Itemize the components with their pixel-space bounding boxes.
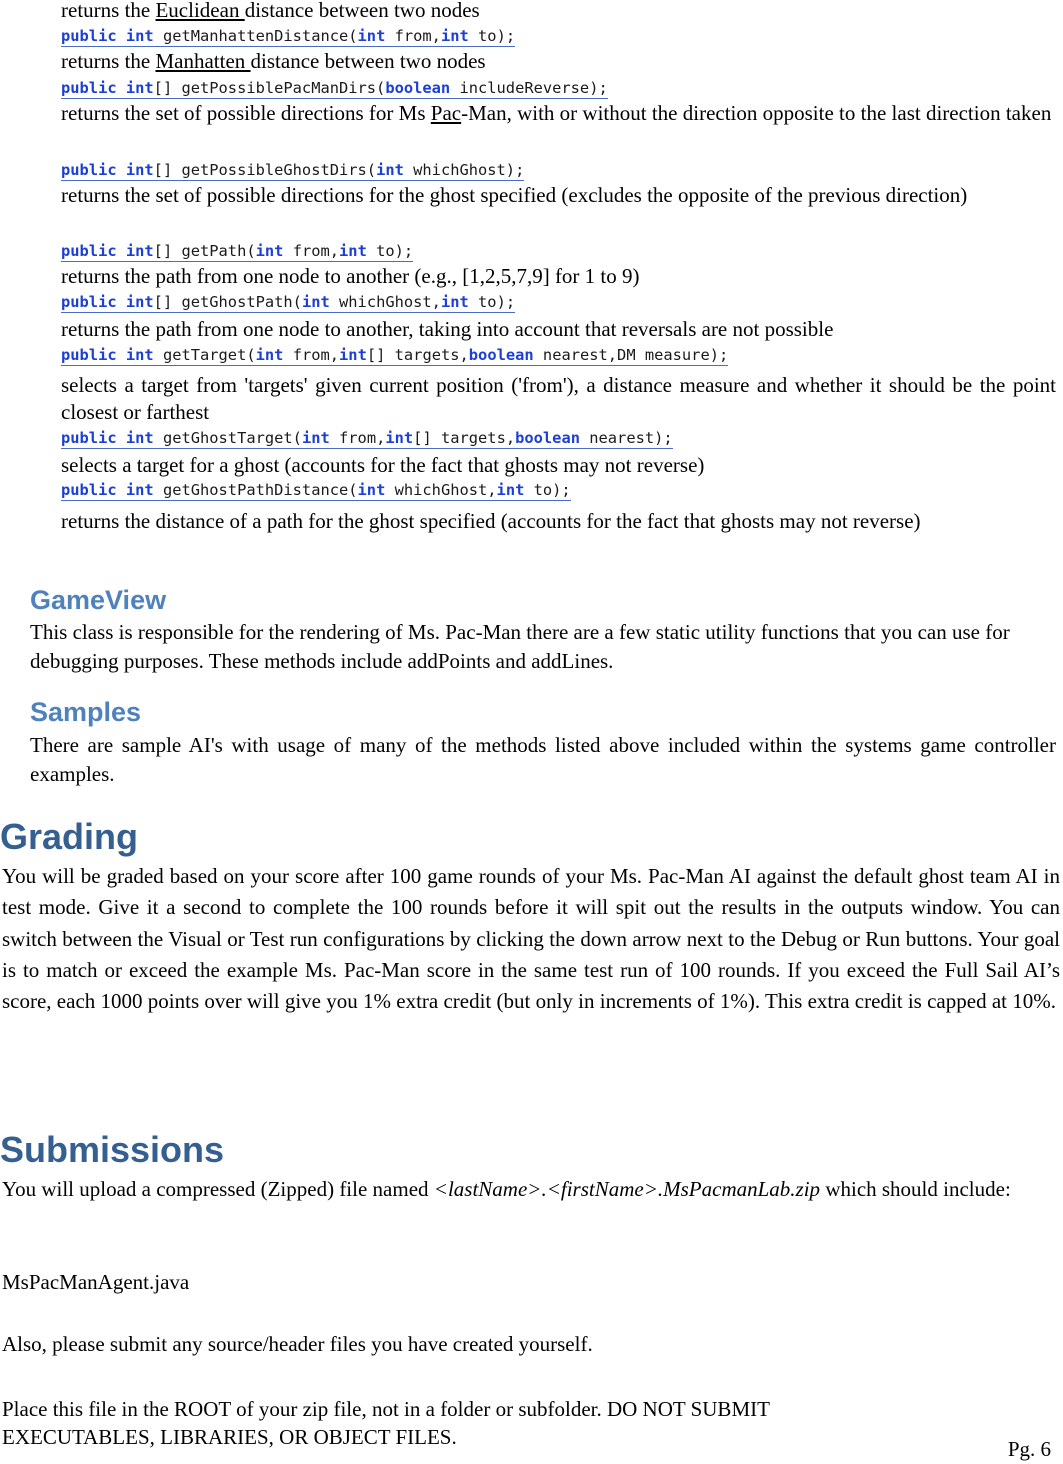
method-desc-euclidean: returns the Euclidean distance between two nodes <box>61 0 480 22</box>
code-keyword: public int <box>61 429 163 447</box>
code-text: [] getPossibleGhostDirs( <box>153 161 377 179</box>
code-keyword: public int <box>61 242 154 260</box>
code-text: [] getPath( <box>153 242 256 260</box>
code-keyword: int <box>385 429 414 447</box>
code-text: [] getPossiblePacManDirs( <box>153 79 386 97</box>
code-text: getGhostTarget( <box>162 429 302 447</box>
code-keyword: int <box>496 481 534 499</box>
code-keyword: int <box>339 242 377 260</box>
samples-text: There are sample AI's with usage of many of the methods listed above included within the systems game controller examples. <box>30 733 1056 786</box>
code-keyword: int <box>339 346 367 364</box>
gameview-heading: GameView <box>30 585 167 615</box>
code-text: getManhattenDistance( <box>162 27 358 45</box>
code-text: to); <box>478 293 516 311</box>
method-signature <box>61 345 728 366</box>
code-keyword: boolean <box>468 346 543 364</box>
code-text: [] targets, <box>413 429 516 447</box>
code-keyword: int <box>357 481 395 499</box>
method-desc: returns the path from one node to another, taking into account that reversals are not possible <box>61 317 834 341</box>
code-text: getGhostPathDistance( <box>162 481 358 499</box>
code-text: nearest,DM measure); <box>542 346 729 364</box>
code-keyword: boolean <box>515 429 590 447</box>
submissions-intro: You will upload a compressed (Zipped) file named <lastName>.<firstName>.MsPacmanLab.zip which should include: <box>2 1177 1011 1201</box>
code-text: whichGhost); <box>413 161 525 179</box>
method-desc: returns the path from one node to another (e.g., [1,2,5,7,9] for 1 to 9) <box>61 264 640 288</box>
code-keyword: int <box>440 293 479 311</box>
samples-heading: Samples <box>30 697 142 727</box>
gameview-text: This class is responsible for the rendering of Ms. Pac-Man there are a few static utility functions that you can use for debugging purposes. These methods include addPoints and addLines. <box>30 620 1010 673</box>
code-text: [] getGhostPath( <box>153 293 302 311</box>
method-desc: returns the set of possible directions for Ms Pac-Man, with or without the direction opposite to the last direction taken <box>61 101 1052 125</box>
code-text: from, <box>394 27 441 45</box>
code-keyword: int <box>357 27 395 45</box>
grading-text: You will be graded based on your score after 100 game rounds of your Ms. Pac-Man AI against the default ghost team AI in test mode. Give it a second to complete the 100 rounds before it will spit out the results in the outputs window. You can switch between the Visual or Test run configurations by clicking the down arrow next to the Debug or Run buttons. Your goal is to match or exceed the example Ms. Pac-Man score in the same test run of 100 rounds. If you exceed the Full Sail AI’s score, each 1000 points over will give you 1% extra credit (but only in increments of 1%). This extra credit is capped at 10%. <box>2 864 1060 1014</box>
code-text: getTarget( <box>162 346 256 364</box>
method-signature <box>61 292 515 313</box>
code-keyword: int <box>255 242 293 260</box>
code-text: includeReverse); <box>459 79 608 97</box>
code-text: from, <box>292 346 340 364</box>
code-text: to); <box>376 242 414 260</box>
code-text: [] targets, <box>366 346 469 364</box>
code-text: to); <box>478 27 516 45</box>
code-keyword: public int <box>61 161 154 179</box>
code-text: to); <box>533 481 571 499</box>
method-signature <box>61 160 524 181</box>
code-text: from, <box>339 429 386 447</box>
code-text: from, <box>292 242 340 260</box>
code-keyword: int <box>301 293 340 311</box>
grading-heading: Grading <box>0 816 139 857</box>
code-keyword: boolean <box>385 79 460 97</box>
code-keyword: int <box>376 161 414 179</box>
code-keyword: int <box>440 27 479 45</box>
method-signature <box>61 78 608 99</box>
method-desc: selects a target from 'targets' given current position ('from'), a distance measure and whether it should be the point closest or farthest <box>61 373 1056 424</box>
code-keyword: public int <box>61 27 163 45</box>
method-signature <box>61 480 571 501</box>
submission-instruction-line: Place this file in the ROOT of your zip file, not in a folder or subfolder. DO NOT SUBMIT <box>2 1397 770 1421</box>
code-keyword: public int <box>61 346 163 364</box>
code-keyword: public int <box>61 293 154 311</box>
submission-file: MsPacManAgent.java <box>2 1270 190 1294</box>
method-desc: returns the set of possible directions for the ghost specified (excludes the opposite of the previous direction) <box>61 183 968 207</box>
code-text: nearest); <box>589 429 673 447</box>
code-keyword: int <box>301 429 340 447</box>
code-text: whichGhost, <box>394 481 497 499</box>
method-signature <box>61 428 673 449</box>
code-keyword: public int <box>61 79 154 97</box>
submissions-heading: Submissions <box>0 1129 225 1170</box>
page-number: Pg. 6 <box>1007 1437 1051 1461</box>
method-desc-manhattan: returns the Manhatten distance between two nodes <box>61 49 486 73</box>
method-desc: selects a target for a ghost (accounts for the fact that ghosts may not reverse) <box>61 453 705 477</box>
submission-note: Also, please submit any source/header files you have created yourself. <box>2 1332 593 1356</box>
method-signature <box>61 241 413 262</box>
method-signature <box>61 26 515 47</box>
code-keyword: int <box>255 346 293 364</box>
method-desc: returns the distance of a path for the ghost specified (accounts for the fact that ghosts may not reverse) <box>61 509 921 533</box>
code-keyword: public int <box>61 481 163 499</box>
code-text: whichGhost, <box>339 293 441 311</box>
submission-instruction-line: EXECUTABLES, LIBRARIES, OR OBJECT FILES. <box>2 1425 457 1449</box>
